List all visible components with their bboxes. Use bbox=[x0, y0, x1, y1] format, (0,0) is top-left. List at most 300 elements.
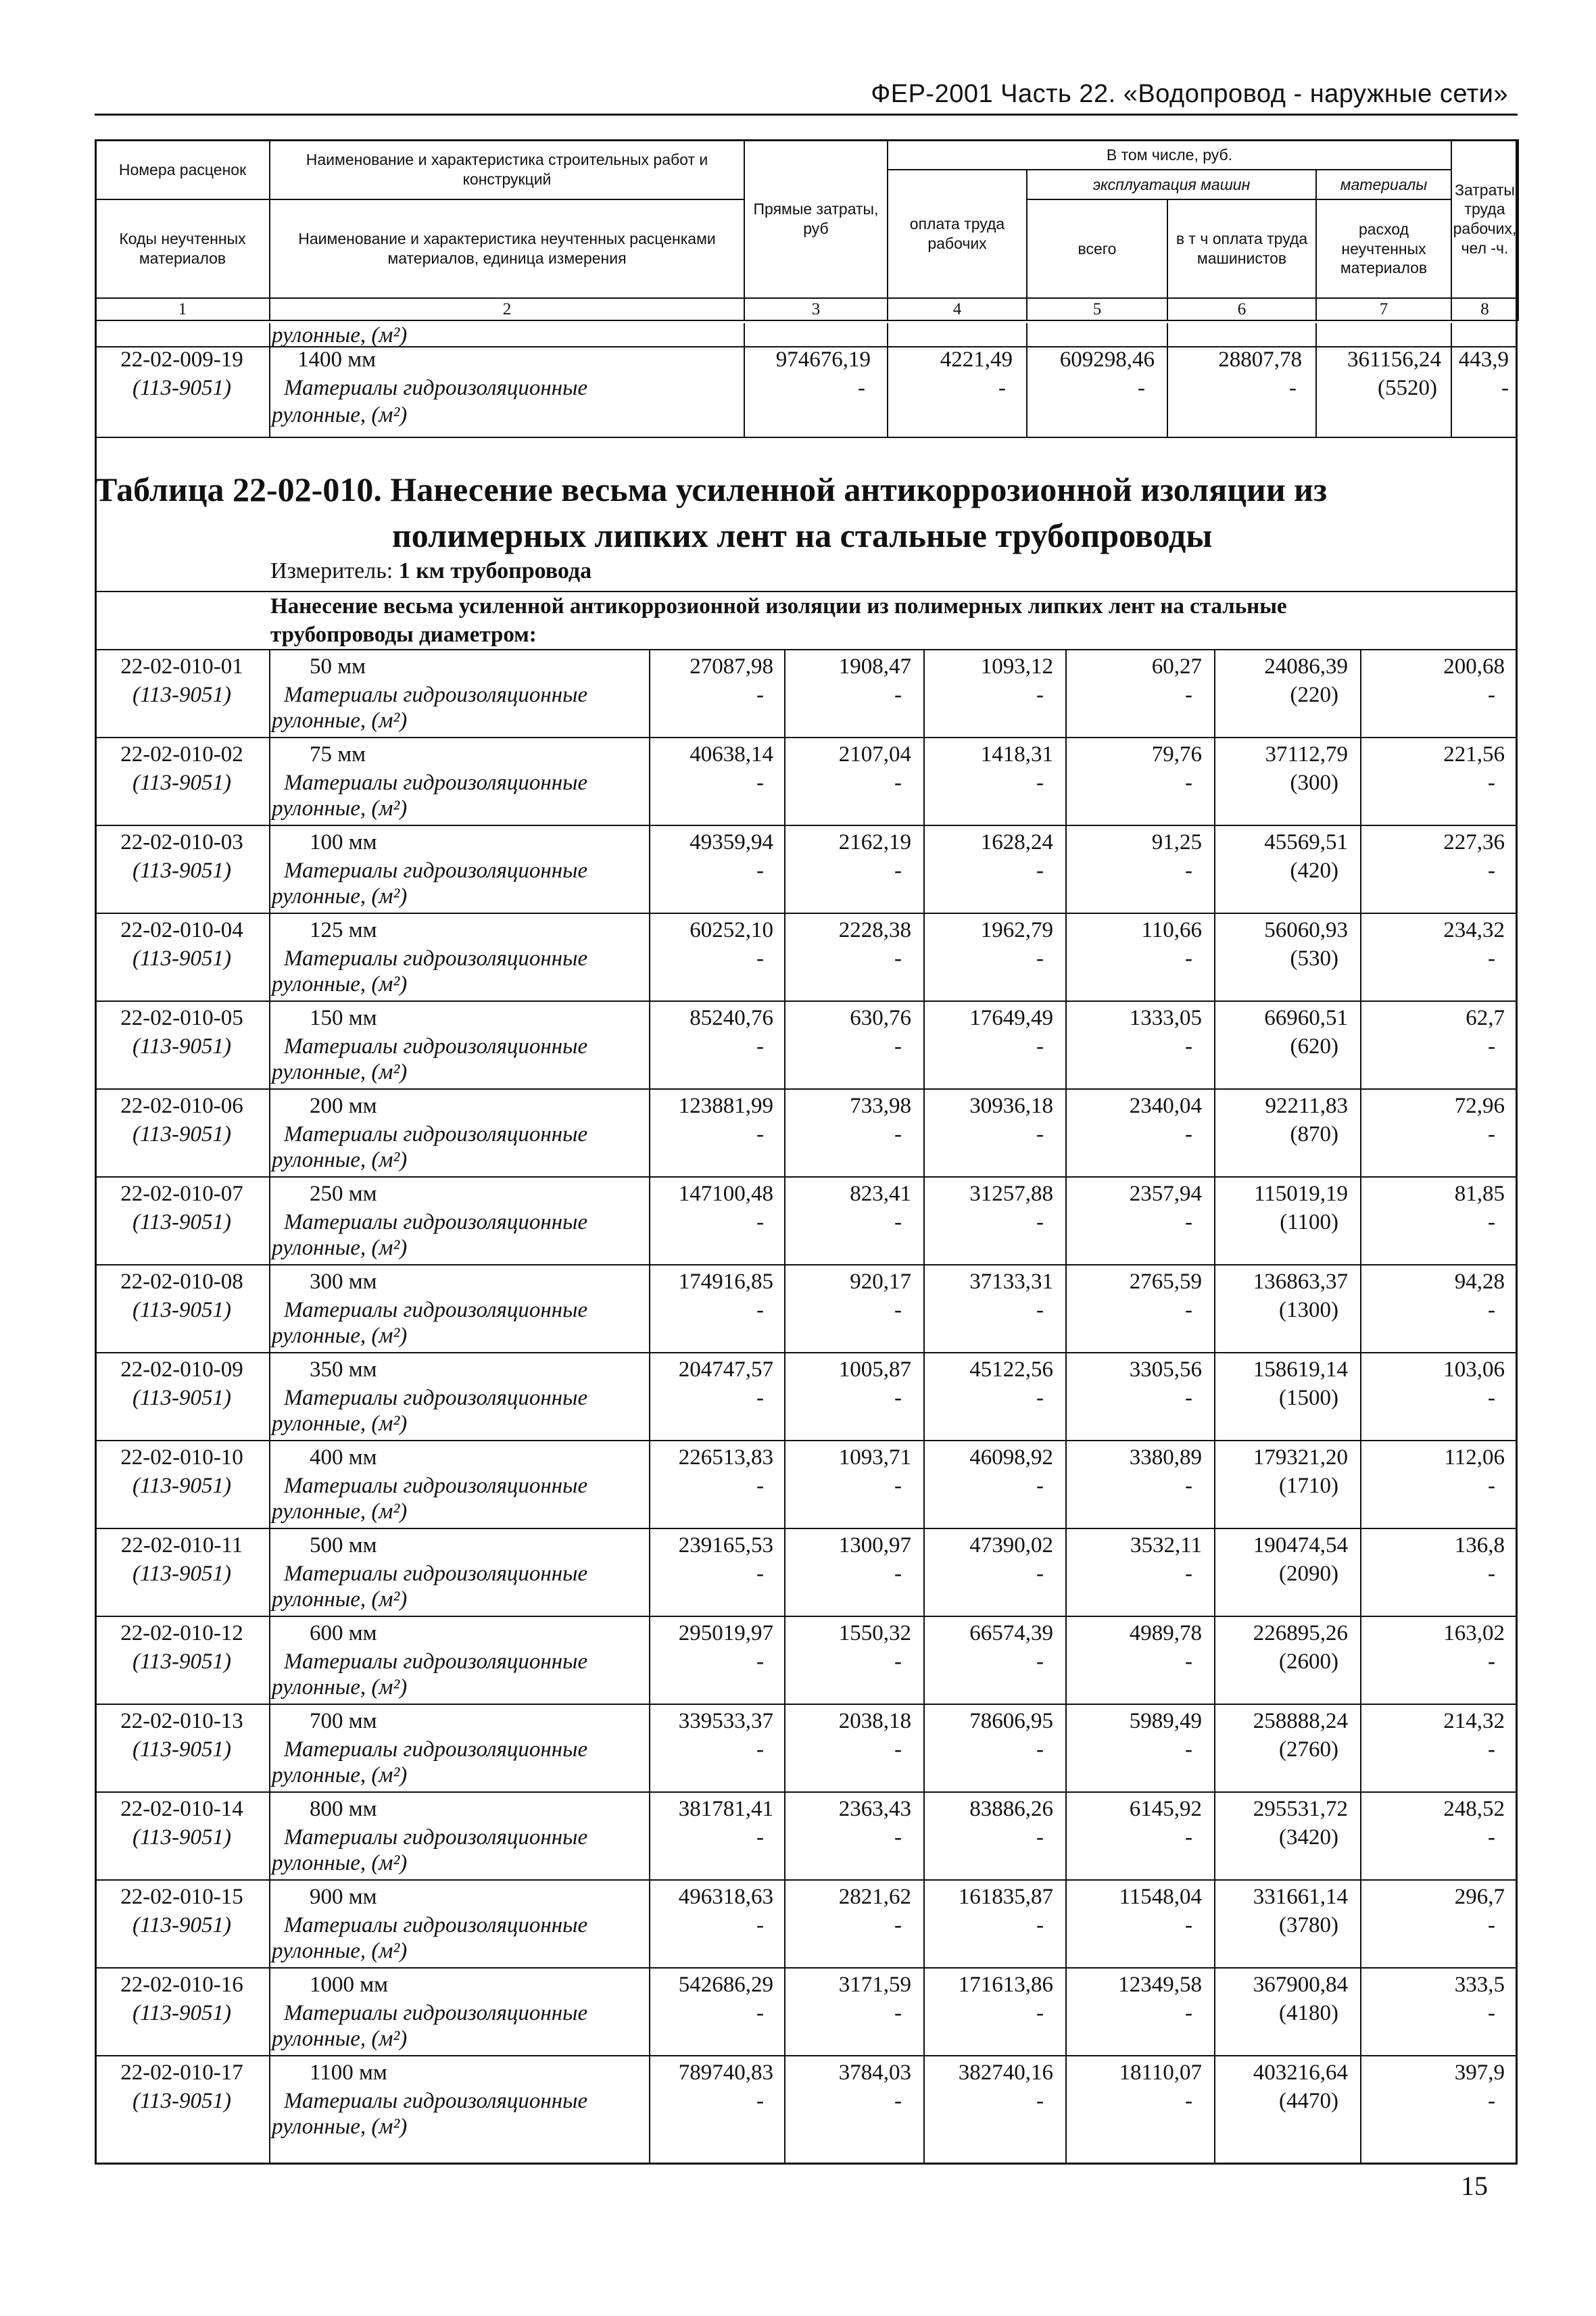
hours-value: 163,02 bbox=[1443, 1621, 1505, 1645]
work-size: 150 мм bbox=[310, 1006, 377, 1030]
measure-unit bbox=[270, 558, 591, 584]
col-num-5: 5 bbox=[1027, 298, 1167, 320]
material-name: Материалы гидроизоляционные bbox=[284, 1649, 588, 1674]
materials-value: 295531,72 bbox=[1253, 1797, 1348, 1821]
materials-value: 226895,26 bbox=[1253, 1621, 1348, 1645]
dash: - bbox=[1185, 1386, 1192, 1410]
material-code: (113-9051) bbox=[132, 771, 232, 795]
dash: - bbox=[1185, 771, 1192, 795]
group-heading-line-1: Нанесение весьма усиленной антикоррозионной изоляции из полимерных липких лент на стальные bbox=[270, 594, 1287, 619]
material-code: (113-9051) bbox=[132, 1386, 232, 1410]
material-unit: рулонные, (м²) bbox=[272, 403, 408, 427]
labor-value: 1005,87 bbox=[838, 1357, 911, 1382]
labor-value: 1550,32 bbox=[838, 1621, 911, 1645]
material-code: (113-9051) bbox=[132, 376, 232, 400]
table-row bbox=[95, 1617, 1518, 1705]
table-row bbox=[95, 650, 1518, 738]
labor-value: 823,41 bbox=[850, 1182, 911, 1206]
dash: - bbox=[1185, 1737, 1192, 1762]
table-row bbox=[95, 1529, 1518, 1617]
materials-value: 37112,79 bbox=[1265, 742, 1348, 767]
material-quantity: (2600) bbox=[1279, 1649, 1338, 1674]
mach-total-value: 78606,95 bbox=[969, 1709, 1053, 1733]
table-row bbox=[95, 1969, 1518, 2056]
mach-labor-value: 3380,89 bbox=[1129, 1445, 1202, 1470]
table-row bbox=[95, 1265, 1518, 1353]
table-row bbox=[95, 1002, 1518, 1090]
dash: - bbox=[1185, 1649, 1192, 1674]
rate-code: 22-02-010-02 bbox=[120, 742, 243, 767]
material-unit: рулонные, (м²) bbox=[272, 2115, 408, 2139]
dash: - bbox=[1488, 859, 1495, 883]
labor-value: 733,98 bbox=[850, 1094, 911, 1118]
material-unit: рулонные, (м²) bbox=[272, 1412, 408, 1436]
labor-value: 920,17 bbox=[850, 1270, 911, 1294]
materials-value: 367900,84 bbox=[1253, 1973, 1348, 1997]
direct-value: 226513,83 bbox=[678, 1445, 773, 1470]
dash: - bbox=[1488, 1034, 1495, 1059]
hours-value: 227,36 bbox=[1443, 830, 1505, 854]
table-row bbox=[95, 1705, 1518, 1793]
mach-labor-value: 110,66 bbox=[1141, 918, 1202, 942]
dash: - bbox=[1488, 1913, 1495, 1937]
work-size: 700 мм bbox=[310, 1709, 377, 1733]
dash: - bbox=[1036, 1737, 1044, 1762]
dash: - bbox=[894, 1298, 902, 1322]
carryover-fragment: рулонные, (м²) bbox=[272, 323, 408, 347]
mach-labor-value: 12349,58 bbox=[1118, 1973, 1202, 1997]
hours-value: 112,06 bbox=[1444, 1445, 1505, 1470]
material-code: (113-9051) bbox=[132, 1034, 232, 1059]
material-name: Материалы гидроизоляционные bbox=[284, 1386, 588, 1410]
dash: - bbox=[894, 859, 902, 883]
dash: - bbox=[1036, 771, 1044, 795]
header-direct-costs: Прямые затраты, руб bbox=[744, 140, 888, 298]
mach-labor-value: 2357,94 bbox=[1129, 1182, 1202, 1206]
rate-code: 22-02-010-03 bbox=[120, 830, 243, 854]
labor-value: 3784,03 bbox=[838, 2060, 911, 2085]
dash: - bbox=[756, 1122, 764, 1147]
dash: - bbox=[894, 683, 902, 707]
rate-code: 22-02-010-14 bbox=[120, 1797, 243, 1821]
material-unit: рулонные, (м²) bbox=[272, 708, 408, 733]
mach-total-value: 83886,26 bbox=[969, 1797, 1053, 1821]
mach-labor-value: 11548,04 bbox=[1119, 1885, 1202, 1909]
hours-value: 200,68 bbox=[1443, 654, 1505, 679]
dash: - bbox=[1036, 1825, 1044, 1850]
materials-value: 331661,14 bbox=[1253, 1885, 1348, 1909]
material-quantity: (1710) bbox=[1279, 1474, 1338, 1498]
dash: - bbox=[756, 2001, 764, 2025]
material-name: Материалы гидроизоляционные bbox=[284, 859, 588, 883]
material-unit: рулонные, (м²) bbox=[272, 2027, 408, 2051]
labor-value: 2228,38 bbox=[838, 918, 911, 942]
hours-value: 296,7 bbox=[1454, 1885, 1505, 1909]
rate-code: 22-02-010-05 bbox=[120, 1006, 243, 1030]
dash: - bbox=[1036, 1210, 1044, 1234]
hours-value: 62,7 bbox=[1466, 1006, 1505, 1030]
table-row bbox=[95, 1881, 1518, 1969]
rate-code: 22-02-010-11 bbox=[120, 1533, 243, 1558]
material-name: Материалы гидроизоляционные bbox=[284, 1298, 588, 1322]
dash: - bbox=[1501, 376, 1509, 400]
mach-labor-value: 79,76 bbox=[1151, 742, 1202, 767]
dash: - bbox=[1185, 1913, 1192, 1937]
material-code: (113-9051) bbox=[132, 1825, 232, 1850]
dash: - bbox=[756, 1474, 764, 1498]
material-quantity: (2090) bbox=[1279, 1562, 1338, 1586]
dash: - bbox=[894, 1737, 902, 1762]
material-quantity: (1100) bbox=[1280, 1210, 1338, 1234]
col-num-3: 3 bbox=[744, 298, 888, 320]
labor-value: 630,76 bbox=[850, 1006, 911, 1030]
dash: - bbox=[1185, 859, 1192, 883]
dash: - bbox=[1036, 1122, 1044, 1147]
material-unit: рулонные, (м²) bbox=[272, 1060, 408, 1084]
mach-labor-value: 1333,05 bbox=[1129, 1006, 1202, 1030]
table-row bbox=[95, 2056, 1518, 2144]
dash: - bbox=[1036, 2089, 1044, 2113]
row-divider bbox=[95, 437, 1518, 438]
rate-code: 22-02-010-16 bbox=[120, 1973, 243, 1997]
header-labor-cost: Затраты труда рабочих, чел -ч. bbox=[1451, 140, 1518, 298]
dash: - bbox=[894, 1034, 902, 1059]
dash: - bbox=[756, 859, 764, 883]
material-quantity: (5520) bbox=[1378, 376, 1437, 400]
material-code: (113-9051) bbox=[132, 1474, 232, 1498]
measure-label: Измеритель: bbox=[270, 558, 399, 583]
dash: - bbox=[894, 2001, 902, 2025]
work-size: 400 мм bbox=[310, 1445, 377, 1470]
material-code: (113-9051) bbox=[132, 683, 232, 707]
hours-value: 221,56 bbox=[1443, 742, 1505, 767]
material-code: (113-9051) bbox=[132, 1122, 232, 1147]
dash: - bbox=[1488, 1825, 1495, 1850]
header-materials-usage: расход неучтенных материалов bbox=[1316, 199, 1451, 298]
materials-cost: 361156,24 bbox=[1347, 347, 1441, 372]
rate-code: 22-02-010-13 bbox=[120, 1709, 243, 1733]
mach-total-value: 31257,88 bbox=[969, 1182, 1053, 1206]
document-header-title: ФЕР-2001 Часть 22. «Водопровод - наружные сети» bbox=[871, 80, 1508, 108]
rate-code: 22-02-010-01 bbox=[120, 654, 243, 679]
row-divider bbox=[95, 346, 1518, 347]
material-name: Материалы гидроизоляционные bbox=[284, 1122, 588, 1147]
dash: - bbox=[1488, 2089, 1495, 2113]
material-unit: рулонные, (м²) bbox=[272, 972, 408, 996]
work-size: 600 мм bbox=[310, 1621, 377, 1645]
dash: - bbox=[894, 1386, 902, 1410]
mach-labor-value: 4989,78 bbox=[1129, 1621, 1202, 1645]
material-quantity: (1300) bbox=[1279, 1298, 1338, 1322]
material-unit: рулонные, (м²) bbox=[272, 1148, 408, 1172]
mach-labor-value: 2340,04 bbox=[1129, 1094, 1202, 1118]
dash: - bbox=[1036, 946, 1044, 971]
table-row bbox=[95, 1090, 1518, 1178]
group-heading-line-2: трубопроводы диаметром: bbox=[270, 623, 537, 647]
rate-code: 22-02-010-06 bbox=[120, 1094, 243, 1118]
material-unit: рулонные, (м²) bbox=[272, 884, 408, 909]
mach-total-value: 47390,02 bbox=[969, 1533, 1053, 1558]
table-row bbox=[95, 1441, 1518, 1529]
work-size: 1100 мм bbox=[310, 2060, 387, 2085]
materials-value: 24086,39 bbox=[1264, 654, 1348, 679]
materials-value: 258888,24 bbox=[1253, 1709, 1348, 1733]
material-unit: рулонные, (м²) bbox=[272, 1499, 408, 1524]
col-line bbox=[887, 323, 888, 438]
table-row bbox=[95, 826, 1518, 914]
dash: - bbox=[894, 1122, 902, 1147]
direct-value: 542686,29 bbox=[678, 1973, 773, 1997]
labor-pay: 4221,49 bbox=[940, 347, 1013, 372]
material-quantity: (870) bbox=[1290, 1122, 1338, 1147]
mach-labor-value: 5989,49 bbox=[1129, 1709, 1202, 1733]
dash: - bbox=[756, 1298, 764, 1322]
dash: - bbox=[1185, 2089, 1192, 2113]
material-name: Материалы гидроизоляционные bbox=[284, 771, 588, 795]
dash: - bbox=[756, 1386, 764, 1410]
direct-value: 789740,83 bbox=[678, 2060, 773, 2085]
hours-value: 94,28 bbox=[1454, 1270, 1505, 1294]
material-name: Материалы гидроизоляционные bbox=[284, 683, 588, 707]
dash: - bbox=[756, 1825, 764, 1850]
dash: - bbox=[894, 946, 902, 971]
work-size: 500 мм bbox=[310, 1533, 377, 1558]
header-work-name: Наименование и характеристика строительных работ и конструкций bbox=[270, 140, 744, 199]
header-materials: материалы bbox=[1316, 170, 1451, 199]
work-size: 300 мм bbox=[310, 1270, 377, 1294]
material-code: (113-9051) bbox=[132, 946, 232, 971]
material-unit: рулонные, (м²) bbox=[272, 1851, 408, 1875]
col-line bbox=[1026, 323, 1027, 438]
column-header bbox=[95, 139, 1519, 321]
materials-value: 136863,37 bbox=[1253, 1270, 1348, 1294]
material-quantity: (420) bbox=[1290, 859, 1338, 883]
mach-total-value: 45122,56 bbox=[969, 1357, 1053, 1382]
work-size: 350 мм bbox=[310, 1357, 377, 1382]
dash: - bbox=[1185, 1825, 1192, 1850]
mach-total-value: 30936,18 bbox=[969, 1094, 1053, 1118]
material-code: (113-9051) bbox=[132, 1737, 232, 1762]
material-quantity: (1500) bbox=[1279, 1386, 1338, 1410]
material-code: (113-9051) bbox=[132, 1649, 232, 1674]
dash: - bbox=[756, 2089, 764, 2113]
direct-value: 204747,57 bbox=[678, 1357, 773, 1382]
dash: - bbox=[756, 683, 764, 707]
dash: - bbox=[756, 1034, 764, 1059]
material-quantity: (300) bbox=[1290, 771, 1338, 795]
rate-code: 22-02-010-15 bbox=[120, 1885, 243, 1909]
work-size: 200 мм bbox=[310, 1094, 377, 1118]
direct-value: 381781,41 bbox=[678, 1797, 773, 1821]
material-code: (113-9051) bbox=[132, 1210, 232, 1234]
labor-value: 1093,71 bbox=[838, 1445, 911, 1470]
header-machines-total: всего bbox=[1027, 199, 1167, 298]
dash: - bbox=[1036, 1474, 1044, 1498]
direct-value: 239165,53 bbox=[678, 1533, 773, 1558]
table-row bbox=[95, 1178, 1518, 1265]
hours-value: 333,5 bbox=[1454, 1973, 1505, 1997]
dash: - bbox=[1488, 1210, 1495, 1234]
dash: - bbox=[894, 2089, 902, 2113]
mach-total-value: 66574,39 bbox=[969, 1621, 1053, 1645]
dash: - bbox=[756, 1737, 764, 1762]
mach-total-value: 171613,86 bbox=[958, 1973, 1053, 1997]
material-unit: рулонные, (м²) bbox=[272, 1324, 408, 1348]
labor-value: 2363,43 bbox=[838, 1797, 911, 1821]
direct-value: 40638,14 bbox=[690, 742, 773, 767]
material-code: (113-9051) bbox=[132, 1913, 232, 1937]
material-name: Материалы гидроизоляционные bbox=[284, 1034, 588, 1059]
material-unit: рулонные, (м²) bbox=[272, 796, 408, 821]
rate-code: 22-02-010-09 bbox=[120, 1357, 243, 1382]
dash: - bbox=[1289, 376, 1297, 400]
mach-total-value: 1962,79 bbox=[980, 918, 1053, 942]
material-name: Материалы гидроизоляционные bbox=[284, 376, 588, 400]
dash: - bbox=[1036, 1386, 1044, 1410]
dash: - bbox=[1036, 1913, 1044, 1937]
dash: - bbox=[756, 1210, 764, 1234]
rate-code: 22-02-010-04 bbox=[120, 918, 243, 942]
hours-value: 397,9 bbox=[1454, 2060, 1505, 2085]
mach-labor-value: 3305,56 bbox=[1129, 1357, 1202, 1382]
rate-code: 22-02-010-08 bbox=[120, 1270, 243, 1294]
dash: - bbox=[894, 1474, 902, 1498]
col-num-4: 4 bbox=[888, 298, 1027, 320]
mach-total-value: 1628,24 bbox=[980, 830, 1053, 854]
hours-value: 214,32 bbox=[1443, 1709, 1505, 1733]
col-num-2: 2 bbox=[270, 298, 744, 320]
col-line bbox=[269, 323, 270, 438]
dash: - bbox=[1185, 1034, 1192, 1059]
materials-value: 56060,93 bbox=[1264, 918, 1348, 942]
materials-value: 158619,14 bbox=[1253, 1357, 1348, 1382]
rate-code: 22-02-010-17 bbox=[120, 2060, 243, 2085]
dash: - bbox=[1488, 1386, 1495, 1410]
material-quantity: (4180) bbox=[1279, 2001, 1338, 2025]
direct-value: 496318,63 bbox=[678, 1885, 773, 1909]
dash: - bbox=[1185, 1474, 1192, 1498]
material-quantity: (530) bbox=[1290, 946, 1338, 971]
mach-total-value: 17649,49 bbox=[969, 1006, 1053, 1030]
material-name: Материалы гидроизоляционные bbox=[284, 1210, 588, 1234]
dash: - bbox=[1036, 1298, 1044, 1322]
dash: - bbox=[1185, 683, 1192, 707]
dash: - bbox=[1488, 1122, 1495, 1147]
mach-total-value: 1093,12 bbox=[980, 654, 1053, 679]
dash: - bbox=[1138, 376, 1145, 400]
labor-value: 1908,47 bbox=[838, 654, 911, 679]
header-rate-numbers: Номера расценок bbox=[95, 140, 270, 199]
dash: - bbox=[858, 376, 865, 400]
col-num-6: 6 bbox=[1167, 298, 1316, 320]
rate-code: 22-02-009-19 bbox=[120, 347, 243, 372]
material-unit: рулонные, (м²) bbox=[272, 1587, 408, 1612]
material-quantity: (4470) bbox=[1279, 2089, 1338, 2113]
dash: - bbox=[1036, 859, 1044, 883]
table-row bbox=[95, 1793, 1518, 1881]
material-name: Материалы гидроизоляционные bbox=[284, 1825, 588, 1850]
material-unit: рулонные, (м²) bbox=[272, 1236, 408, 1260]
labor-value: 2162,19 bbox=[838, 830, 911, 854]
dash: - bbox=[1185, 946, 1192, 971]
rate-code: 22-02-010-10 bbox=[120, 1445, 243, 1470]
table-title-line-2: полимерных липких лент на стальные трубопроводы bbox=[392, 516, 1213, 554]
hours-value: 81,85 bbox=[1454, 1182, 1505, 1206]
direct-value: 60252,10 bbox=[690, 918, 773, 942]
material-unit: рулонные, (м²) bbox=[272, 1939, 408, 1963]
material-code: (113-9051) bbox=[132, 859, 232, 883]
direct-value: 295019,97 bbox=[678, 1621, 773, 1645]
material-name: Материалы гидроизоляционные bbox=[284, 1562, 588, 1586]
material-unit: рулонные, (м²) bbox=[272, 1675, 408, 1699]
header-including: В том числе, руб. bbox=[888, 140, 1451, 170]
header-machines: эксплуатация машин bbox=[1027, 170, 1316, 199]
group-heading bbox=[270, 592, 1487, 649]
material-name: Материалы гидроизоляционные bbox=[284, 2001, 588, 2025]
material-name: Материалы гидроизоляционные bbox=[284, 1737, 588, 1762]
materials-value: 190474,54 bbox=[1253, 1533, 1348, 1558]
hours-value: 103,06 bbox=[1443, 1357, 1505, 1382]
dash: - bbox=[894, 771, 902, 795]
labor-value: 3171,59 bbox=[838, 1973, 911, 1997]
dash: - bbox=[756, 1913, 764, 1937]
material-name: Материалы гидроизоляционные bbox=[284, 946, 588, 971]
header-rule bbox=[95, 114, 1518, 116]
machinist-pay: 28807,78 bbox=[1218, 347, 1302, 372]
direct-value: 174916,85 bbox=[678, 1270, 773, 1294]
mach-total-value: 46098,92 bbox=[969, 1445, 1053, 1470]
work-size: 75 мм bbox=[310, 742, 366, 767]
material-name: Материалы гидроизоляционные bbox=[284, 1913, 588, 1937]
carryover-row bbox=[95, 323, 1518, 438]
dash: - bbox=[1036, 1562, 1044, 1586]
table-row bbox=[95, 1353, 1518, 1441]
dash: - bbox=[1488, 771, 1495, 795]
header-labor-pay: оплата труда рабочих bbox=[888, 170, 1027, 298]
table-row bbox=[95, 738, 1518, 826]
rate-code: 22-02-010-07 bbox=[120, 1182, 243, 1206]
material-code: (113-9051) bbox=[132, 1562, 232, 1586]
mach-labor-value: 6145,92 bbox=[1129, 1797, 1202, 1821]
dash: - bbox=[1185, 2001, 1192, 2025]
dash: - bbox=[1036, 2001, 1044, 2025]
materials-value: 45569,51 bbox=[1264, 830, 1348, 854]
dash: - bbox=[756, 771, 764, 795]
dash: - bbox=[894, 1825, 902, 1850]
dash: - bbox=[1488, 1474, 1495, 1498]
material-name: Материалы гидроизоляционные bbox=[284, 1474, 588, 1498]
hours-value: 248,52 bbox=[1443, 1797, 1505, 1821]
header-machinist-pay: в т ч оплата труда машинистов bbox=[1167, 199, 1316, 298]
materials-value: 115019,19 bbox=[1253, 1182, 1348, 1206]
direct-value: 123881,99 bbox=[678, 1094, 773, 1118]
material-quantity: (2760) bbox=[1279, 1737, 1338, 1762]
col-line bbox=[744, 323, 745, 438]
dash: - bbox=[894, 1913, 902, 1937]
direct-cost: 974676,19 bbox=[775, 347, 871, 372]
dash: - bbox=[894, 1210, 902, 1234]
material-quantity: (220) bbox=[1290, 683, 1338, 707]
dash: - bbox=[998, 376, 1006, 400]
mach-total-value: 382740,16 bbox=[958, 2060, 1053, 2085]
dash: - bbox=[756, 946, 764, 971]
mach-total-value: 37133,31 bbox=[969, 1270, 1053, 1294]
direct-value: 49359,94 bbox=[690, 830, 773, 854]
dash: - bbox=[1185, 1298, 1192, 1322]
col-line bbox=[1315, 323, 1317, 438]
material-quantity: (620) bbox=[1290, 1034, 1338, 1059]
col-line bbox=[1167, 323, 1168, 438]
